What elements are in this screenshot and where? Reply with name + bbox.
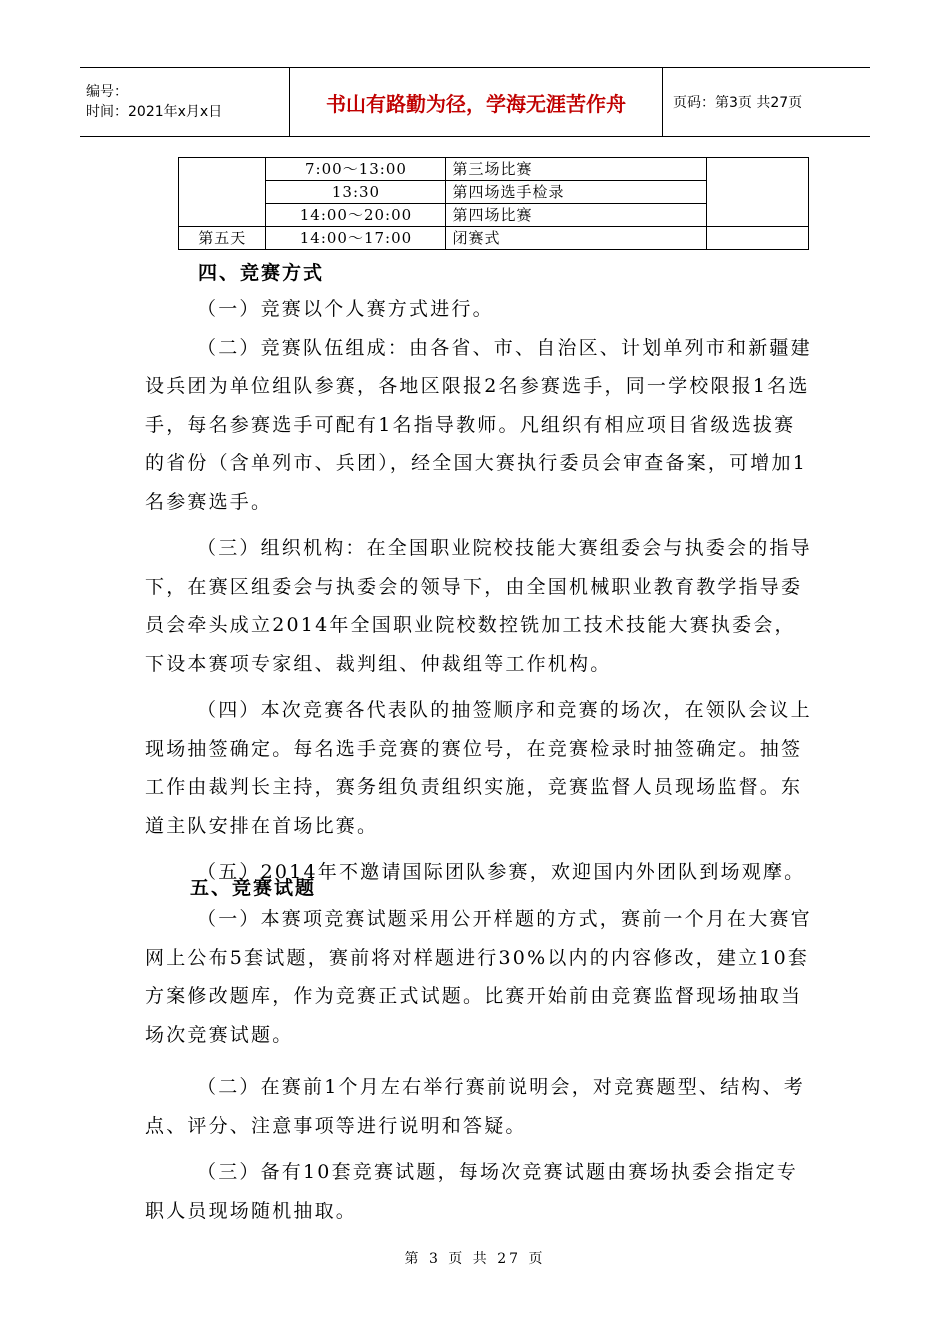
schedule-time-cell: 7:00～13:00 <box>266 158 446 181</box>
schedule-table <box>178 157 809 250</box>
paragraph: （三）组织机构：在全国职业院校技能大赛组委会与执委会的指导下，在赛区组委会与执委会的领导下，由全国机械职业教育教学指导委员会牵头成立2014年全国职业院校数控铣加工技术技能大赛执委会，下设本赛项专家组、裁判组、仲裁组等工作机构。 <box>145 537 812 675</box>
paragraph: （一）本赛项竞赛试题采用公开样题的方式，赛前一个月在大赛官网上公布5套试题，赛前将对样题进行30%以内的内容修改，建立10套方案修改题库，作为竞赛正式试题。比赛开始前由竞赛监督现场抽取当场次竞赛试题。 <box>145 908 812 1046</box>
table-row <box>179 158 809 181</box>
section-competition-format-body <box>145 290 815 892</box>
paragraph: （四）本次竞赛各代表队的抽签顺序和竞赛的场次，在领队会议上现场抽签确定。每名选手竞赛的赛位号，在竞赛检录时抽签确定。抽签工作由裁判长主持，赛务组负责组织实施，竞赛监督人员现场监督。东道主队安排在首场比赛。 <box>145 699 812 837</box>
paragraph: （二）在赛前1个月左右举行赛前说明会，对竞赛题型、结构、考点、评分、注意事项等进行说明和答疑。 <box>145 1076 805 1137</box>
section-heading-competition-questions: 五、竞赛试题 <box>190 877 317 899</box>
page-footer: 第 3 页 共 27 页 <box>404 1251 546 1267</box>
schedule-event-cell: 闭赛式 <box>446 227 706 250</box>
schedule-event-cell: 第四场选手检录 <box>446 181 706 204</box>
schedule-day-cell: 第五天 <box>179 227 266 250</box>
schedule-note-cell <box>706 158 808 227</box>
schedule-event-cell: 第三场比赛 <box>446 158 706 181</box>
table-row <box>179 227 809 250</box>
section-competition-questions-body <box>145 900 815 1230</box>
paragraph: （一）竞赛以个人赛方式进行。 <box>197 298 494 320</box>
section-heading-competition-format: 四、竞赛方式 <box>198 262 325 284</box>
paragraph: （五）2014年不邀请国际团队参赛，欢迎国内外团队到场观摩。 <box>197 861 806 883</box>
page-header <box>80 67 870 137</box>
paragraph: （二）竞赛队伍组成：由各省、市、自治区、计划单列市和新疆建设兵团为单位组队参赛，各地区限报2名参赛选手，同一学校限报1名选手，每名参赛选手可配有1名指导教师。凡组织有相应项目省级选拔赛的省份（含单列市、兵团），经全国大赛执行委员会审查备案，可增加1名参赛选手。 <box>145 336 812 513</box>
schedule-time-cell: 14:00～20:00 <box>266 204 446 227</box>
schedule-note-cell <box>706 227 808 250</box>
header-page-info: 页码：第3页 共27页 <box>663 68 871 137</box>
header-motto: 书山有路勤为径，学海无涯苦作舟 <box>290 68 663 137</box>
header-meta <box>80 68 290 137</box>
schedule-event-cell: 第四场比赛 <box>446 204 706 227</box>
schedule-time-cell: 13:30 <box>266 181 446 204</box>
paragraph: （三）备有10套竞赛试题，每场次竞赛试题由赛场执委会指定专职人员现场随机抽取。 <box>145 1161 798 1222</box>
schedule-day-cell <box>179 158 266 227</box>
schedule-time-cell: 14:00～17:00 <box>266 227 446 250</box>
document-time-label: 时间：2021年x月x日 <box>86 104 223 120</box>
document-number-label: 编号： <box>86 84 128 100</box>
